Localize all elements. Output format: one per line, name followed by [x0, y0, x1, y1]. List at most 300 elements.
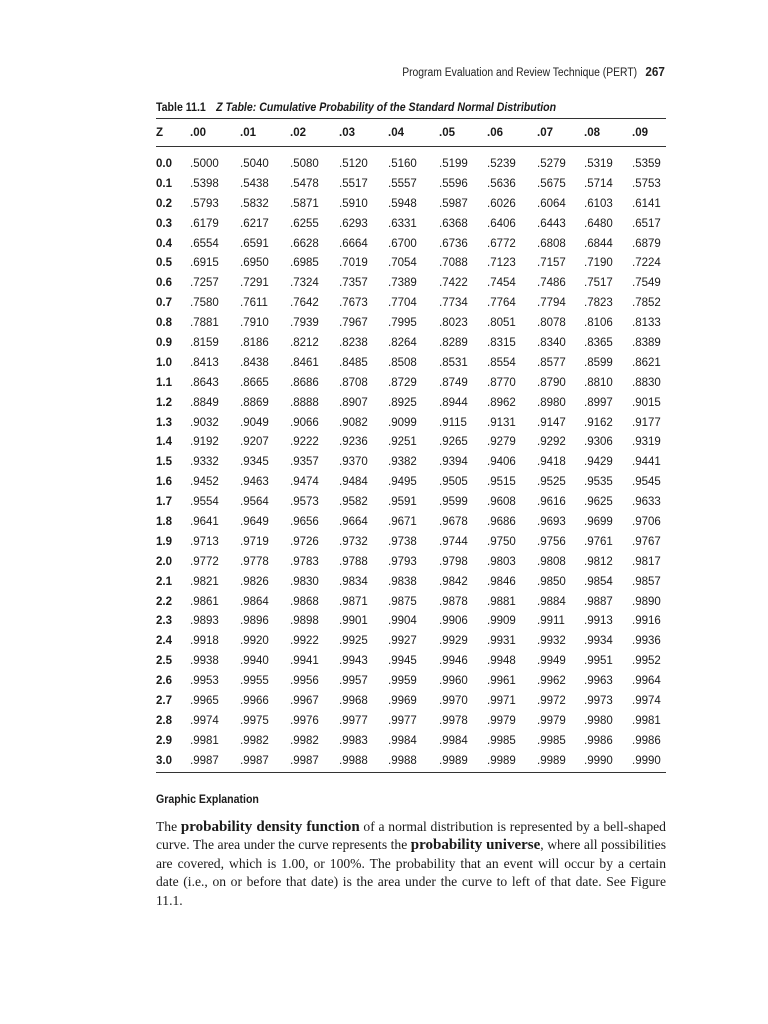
probability-cell: .9925	[339, 635, 368, 648]
probability-cell: .9984	[439, 734, 468, 747]
probability-cell: .5160	[388, 157, 417, 170]
probability-cell: .5359	[632, 157, 661, 170]
probability-cell: .9989	[439, 754, 468, 767]
probability-cell: .9222	[290, 436, 319, 449]
probability-cell: .8106	[584, 317, 613, 330]
probability-cell: .8925	[388, 396, 417, 409]
probability-cell: .9699	[584, 515, 613, 528]
probability-cell: .8621	[632, 356, 661, 369]
probability-cell: .5596	[439, 177, 468, 190]
probability-cell: .9441	[632, 456, 661, 469]
probability-cell: .7580	[190, 297, 219, 310]
probability-cell: .9732	[339, 535, 368, 548]
probability-cell: .5239	[487, 157, 516, 170]
column-header: .03	[339, 126, 355, 139]
probability-cell: .7324	[290, 277, 319, 290]
probability-cell: .9793	[388, 555, 417, 568]
probability-cell: .7939	[290, 317, 319, 330]
probability-cell: .9505	[439, 476, 468, 489]
probability-cell: .7794	[537, 297, 566, 310]
probability-cell: .7910	[240, 317, 269, 330]
probability-cell: .9332	[190, 456, 219, 469]
probability-cell: .5987	[439, 197, 468, 210]
probability-cell: .9941	[290, 655, 319, 668]
table-row	[156, 492, 666, 512]
probability-cell: .7157	[537, 257, 566, 270]
probability-cell: .6554	[190, 237, 219, 250]
probability-cell: .9115	[439, 416, 467, 429]
probability-cell: .9979	[487, 714, 516, 727]
table-row	[156, 373, 666, 393]
table-caption	[156, 102, 556, 114]
probability-cell: .9850	[537, 575, 566, 588]
probability-cell: .9913	[584, 615, 613, 628]
probability-cell: .8389	[632, 336, 661, 349]
table-row	[156, 572, 666, 592]
probability-cell: .5636	[487, 177, 516, 190]
z-value-cell: 2.3	[156, 615, 172, 628]
probability-cell: .7454	[487, 277, 516, 290]
probability-cell: .9545	[632, 476, 661, 489]
probability-cell: .9918	[190, 635, 219, 648]
probability-cell: .7517	[584, 277, 613, 290]
probability-cell: .6664	[339, 237, 368, 250]
probability-cell: .7486	[537, 277, 566, 290]
probability-cell: .9940	[240, 655, 269, 668]
probability-cell: .6331	[388, 217, 417, 230]
probability-cell: .9671	[388, 515, 417, 528]
probability-cell: .9744	[439, 535, 468, 548]
table-header-row	[156, 119, 666, 146]
probability-cell: .8749	[439, 376, 468, 389]
probability-cell: .9564	[240, 496, 269, 509]
probability-cell: .9975	[240, 714, 269, 727]
column-header: .01	[240, 126, 256, 139]
probability-cell: .9985	[487, 734, 516, 747]
probability-cell: .9857	[632, 575, 661, 588]
probability-cell: .9788	[339, 555, 368, 568]
probability-cell: .6103	[584, 197, 613, 210]
z-value-cell: 3.0	[156, 754, 172, 767]
probability-cell: .9881	[487, 595, 516, 608]
probability-cell: .9686	[487, 515, 516, 528]
probability-cell: .5832	[240, 197, 269, 210]
probability-cell: .9929	[439, 635, 468, 648]
z-table	[156, 119, 666, 771]
table-row	[156, 333, 666, 353]
probability-cell: .9817	[632, 555, 661, 568]
table-body	[156, 146, 666, 771]
probability-cell: .9535	[584, 476, 613, 489]
probability-cell: .5557	[388, 177, 417, 190]
probability-cell: .9656	[290, 515, 319, 528]
probability-cell: .9965	[190, 694, 219, 707]
probability-cell: .6628	[290, 237, 319, 250]
probability-cell: .7019	[339, 257, 368, 270]
probability-cell: .9987	[190, 754, 219, 767]
probability-cell: .9803	[487, 555, 516, 568]
probability-cell: .8264	[388, 336, 417, 349]
z-value-cell: 2.7	[156, 694, 172, 707]
probability-cell: .9772	[190, 555, 219, 568]
probability-cell: .8770	[487, 376, 516, 389]
probability-cell: .8531	[439, 356, 468, 369]
z-value-cell: 1.0	[156, 356, 172, 369]
probability-cell: .9756	[537, 535, 566, 548]
probability-cell: .9974	[190, 714, 219, 727]
probability-cell: .9968	[339, 694, 368, 707]
probability-cell: .8643	[190, 376, 219, 389]
column-header: .00	[190, 126, 206, 139]
column-header: .05	[439, 126, 455, 139]
probability-cell: .9319	[632, 436, 661, 449]
probability-cell: .5040	[240, 157, 269, 170]
probability-cell: .8238	[339, 336, 368, 349]
probability-cell: .5871	[290, 197, 319, 210]
probability-cell: .9554	[190, 496, 219, 509]
probability-cell: .9983	[339, 734, 368, 747]
probability-cell: .8133	[632, 317, 661, 330]
running-header	[402, 64, 665, 79]
probability-cell: .9982	[290, 734, 319, 747]
probability-cell: .9345	[240, 456, 269, 469]
probability-cell: .9591	[388, 496, 417, 509]
probability-cell: .9922	[290, 635, 319, 648]
column-header: .08	[584, 126, 600, 139]
probability-cell: .9978	[439, 714, 468, 727]
probability-cell: .7823	[584, 297, 613, 310]
para-text-1: The	[156, 819, 181, 834]
probability-cell: .8315	[487, 336, 516, 349]
table-row	[156, 671, 666, 691]
probability-cell: .9452	[190, 476, 219, 489]
probability-cell: .9382	[388, 456, 417, 469]
probability-cell: .9936	[632, 635, 661, 648]
probability-cell: .9484	[339, 476, 368, 489]
probability-cell: .6950	[240, 257, 269, 270]
probability-cell: .9306	[584, 436, 613, 449]
z-value-cell: 1.2	[156, 396, 172, 409]
probability-cell: .8485	[339, 356, 368, 369]
probability-cell: .6808	[537, 237, 566, 250]
probability-cell: .9515	[487, 476, 516, 489]
probability-cell: .9961	[487, 675, 516, 688]
probability-cell: .7611	[240, 297, 268, 310]
probability-cell: .9761	[584, 535, 613, 548]
table-row	[156, 711, 666, 731]
table-row	[156, 731, 666, 751]
probability-cell: .8438	[240, 356, 269, 369]
section-heading: Graphic Explanation	[156, 794, 259, 806]
probability-cell: .9812	[584, 555, 613, 568]
probability-cell: .9131	[487, 416, 516, 429]
probability-cell: .9911	[537, 615, 565, 628]
probability-cell: .9952	[632, 655, 661, 668]
probability-cell: .5120	[339, 157, 368, 170]
table-title: Z Table: Cumulative Probability of the Standard Normal Distribution	[216, 102, 557, 114]
probability-cell: .9943	[339, 655, 368, 668]
z-value-cell: 0.2	[156, 197, 172, 210]
probability-cell: .9932	[537, 635, 566, 648]
z-value-cell: 1.9	[156, 535, 172, 548]
probability-cell: .9834	[339, 575, 368, 588]
probability-cell: .9984	[388, 734, 417, 747]
probability-cell: .9370	[339, 456, 368, 469]
probability-cell: .6255	[290, 217, 319, 230]
probability-cell: .8365	[584, 336, 613, 349]
probability-cell: .6985	[290, 257, 319, 270]
table-row	[156, 512, 666, 532]
probability-cell: .9916	[632, 615, 661, 628]
probability-cell: .9279	[487, 436, 516, 449]
probability-cell: .9969	[388, 694, 417, 707]
probability-cell: .9767	[632, 535, 661, 548]
probability-cell: .9955	[240, 675, 269, 688]
probability-cell: .9265	[439, 436, 468, 449]
probability-cell: .8340	[537, 336, 566, 349]
probability-cell: .9429	[584, 456, 613, 469]
z-value-cell: 1.4	[156, 436, 172, 449]
probability-cell: .8665	[240, 376, 269, 389]
table-row	[156, 751, 666, 771]
probability-cell: .6517	[632, 217, 661, 230]
probability-cell: .9738	[388, 535, 417, 548]
probability-cell: .9207	[240, 436, 269, 449]
probability-cell: .5319	[584, 157, 613, 170]
probability-cell: .9904	[388, 615, 417, 628]
table-row	[156, 631, 666, 651]
probability-cell: .7123	[487, 257, 516, 270]
table-row	[156, 253, 666, 273]
probability-cell: .9988	[388, 754, 417, 767]
z-value-cell: 1.6	[156, 476, 172, 489]
probability-cell: .6026	[487, 197, 516, 210]
probability-cell: .9931	[487, 635, 516, 648]
probability-cell: .9945	[388, 655, 417, 668]
probability-cell: .6772	[487, 237, 516, 250]
probability-cell: .9474	[290, 476, 319, 489]
table-bottom-rule	[156, 772, 666, 773]
probability-cell: .8577	[537, 356, 566, 369]
probability-cell: .5279	[537, 157, 566, 170]
probability-cell: .9861	[190, 595, 219, 608]
probability-cell: .9946	[439, 655, 468, 668]
probability-cell: .7852	[632, 297, 661, 310]
probability-cell: .9980	[584, 714, 613, 727]
z-value-cell: 2.1	[156, 575, 172, 588]
probability-cell: .9726	[290, 535, 319, 548]
probability-cell: .9957	[339, 675, 368, 688]
body-paragraph	[156, 818, 666, 910]
probability-cell: .8790	[537, 376, 566, 389]
z-value-cell: 0.8	[156, 317, 172, 330]
probability-cell: .9750	[487, 535, 516, 548]
probability-cell: .6064	[537, 197, 566, 210]
z-value-cell: 1.8	[156, 515, 172, 528]
column-header-z: Z	[156, 126, 164, 139]
term-probability-universe: probability universe	[410, 837, 541, 854]
probability-cell: .9625	[584, 496, 613, 509]
probability-cell: .9987	[240, 754, 269, 767]
probability-cell: .9977	[388, 714, 417, 727]
probability-cell: .8461	[290, 356, 319, 369]
probability-cell: .5753	[632, 177, 661, 190]
probability-cell: .7734	[439, 297, 468, 310]
z-value-cell: 0.1	[156, 177, 172, 190]
probability-cell: .7054	[388, 257, 417, 270]
probability-cell: .9990	[632, 754, 661, 767]
z-value-cell: 0.9	[156, 336, 172, 349]
z-value-cell: 0.6	[156, 277, 172, 290]
probability-cell: .7257	[190, 277, 219, 290]
probability-cell: .9236	[339, 436, 368, 449]
z-value-cell: 1.7	[156, 496, 172, 509]
table-row	[156, 691, 666, 711]
table-row	[156, 611, 666, 631]
table-number: Table 11.1	[156, 102, 206, 114]
column-header: .06	[487, 126, 503, 139]
probability-cell: .9099	[388, 416, 417, 429]
probability-cell: .9798	[439, 555, 468, 568]
probability-cell: .9934	[584, 635, 613, 648]
probability-cell: .5910	[339, 197, 368, 210]
probability-cell: .9838	[388, 575, 417, 588]
z-value-cell: 2.8	[156, 714, 172, 727]
probability-cell: .7549	[632, 277, 661, 290]
probability-cell: .9406	[487, 456, 516, 469]
probability-cell: .9986	[584, 734, 613, 747]
probability-cell: .9418	[537, 456, 566, 469]
probability-cell: .9251	[388, 436, 417, 449]
probability-cell: .6591	[240, 237, 269, 250]
probability-cell: .9949	[537, 655, 566, 668]
running-title: Program Evaluation and Review Technique (PERT)	[402, 67, 638, 79]
probability-cell: .9616	[537, 496, 566, 509]
table-row	[156, 452, 666, 472]
probability-cell: .9976	[290, 714, 319, 727]
probability-cell: .9015	[632, 396, 661, 409]
probability-cell: .6879	[632, 237, 661, 250]
probability-cell: .5675	[537, 177, 566, 190]
probability-cell: .8810	[584, 376, 613, 389]
table-row	[156, 432, 666, 452]
table-row	[156, 313, 666, 333]
probability-cell: .9979	[537, 714, 566, 727]
probability-cell: .6915	[190, 257, 219, 270]
probability-cell: .9463	[240, 476, 269, 489]
probability-cell: .8708	[339, 376, 368, 389]
probability-cell: .8078	[537, 317, 566, 330]
probability-cell: .7224	[632, 257, 661, 270]
probability-cell: .7764	[487, 297, 516, 310]
probability-cell: .8686	[290, 376, 319, 389]
probability-cell: .6443	[537, 217, 566, 230]
probability-cell: .9906	[439, 615, 468, 628]
table-row	[156, 194, 666, 214]
probability-cell: .9495	[388, 476, 417, 489]
probability-cell: .9966	[240, 694, 269, 707]
probability-cell: .8212	[290, 336, 319, 349]
table-row	[156, 293, 666, 313]
column-header: .02	[290, 126, 306, 139]
probability-cell: .9953	[190, 675, 219, 688]
probability-cell: .8599	[584, 356, 613, 369]
probability-cell: .9854	[584, 575, 613, 588]
probability-cell: .6293	[339, 217, 368, 230]
table-row	[156, 413, 666, 433]
probability-cell: .5714	[584, 177, 613, 190]
probability-cell: .9719	[240, 535, 269, 548]
probability-cell: .8051	[487, 317, 516, 330]
probability-cell: .8413	[190, 356, 219, 369]
probability-cell: .7088	[439, 257, 468, 270]
table-row	[156, 214, 666, 234]
para-text-2: of a normal distribution is represented by a bell-shaped curve. The area under the curve represents the	[156, 819, 666, 853]
probability-cell: .9989	[537, 754, 566, 767]
probability-cell: .9875	[388, 595, 417, 608]
z-value-cell: 2.4	[156, 635, 172, 648]
probability-cell: .9394	[439, 456, 468, 469]
z-value-cell: 2.0	[156, 555, 172, 568]
probability-cell: .5080	[290, 157, 319, 170]
probability-cell: .9927	[388, 635, 417, 648]
probability-cell: .7422	[439, 277, 468, 290]
probability-cell: .8869	[240, 396, 269, 409]
probability-cell: .6406	[487, 217, 516, 230]
probability-cell: .5948	[388, 197, 417, 210]
probability-cell: .7642	[290, 297, 319, 310]
probability-cell: .9972	[537, 694, 566, 707]
probability-cell: .9713	[190, 535, 219, 548]
probability-cell: .9821	[190, 575, 219, 588]
para-text-3: , where all possibilities are covered, which is 1.00, or 100%. The probability that an event will occur by a certain date (i.e., on or before that date) is the area under the curve to left of that date. See Figure 11.1.	[156, 837, 667, 908]
probability-cell: .9664	[339, 515, 368, 528]
probability-cell: .9147	[537, 416, 566, 429]
probability-cell: .9981	[190, 734, 219, 747]
probability-cell: .9633	[632, 496, 661, 509]
probability-cell: .9951	[584, 655, 613, 668]
probability-cell: .6368	[439, 217, 468, 230]
probability-cell: .9864	[240, 595, 269, 608]
probability-cell: .5199	[439, 157, 468, 170]
probability-cell: .9177	[632, 416, 661, 429]
z-value-cell: 0.7	[156, 297, 172, 310]
probability-cell: .7673	[339, 297, 368, 310]
probability-cell: .7291	[240, 277, 269, 290]
table-row	[156, 592, 666, 612]
probability-cell: .9898	[290, 615, 319, 628]
probability-cell: .8289	[439, 336, 468, 349]
probability-cell: .9960	[439, 675, 468, 688]
probability-cell: .7967	[339, 317, 368, 330]
probability-cell: .9981	[632, 714, 661, 727]
table-row	[156, 273, 666, 293]
probability-cell: .9842	[439, 575, 468, 588]
z-value-cell: 0.0	[156, 157, 172, 170]
probability-cell: .7881	[190, 317, 219, 330]
probability-cell: .6844	[584, 237, 613, 250]
probability-cell: .9963	[584, 675, 613, 688]
probability-cell: .9846	[487, 575, 516, 588]
probability-cell: .9982	[240, 734, 269, 747]
probability-cell: .8907	[339, 396, 368, 409]
probability-cell: .9956	[290, 675, 319, 688]
probability-cell: .9973	[584, 694, 613, 707]
z-value-cell: 1.3	[156, 416, 172, 429]
table-row	[156, 532, 666, 552]
z-value-cell: 0.3	[156, 217, 172, 230]
probability-cell: .9066	[290, 416, 319, 429]
